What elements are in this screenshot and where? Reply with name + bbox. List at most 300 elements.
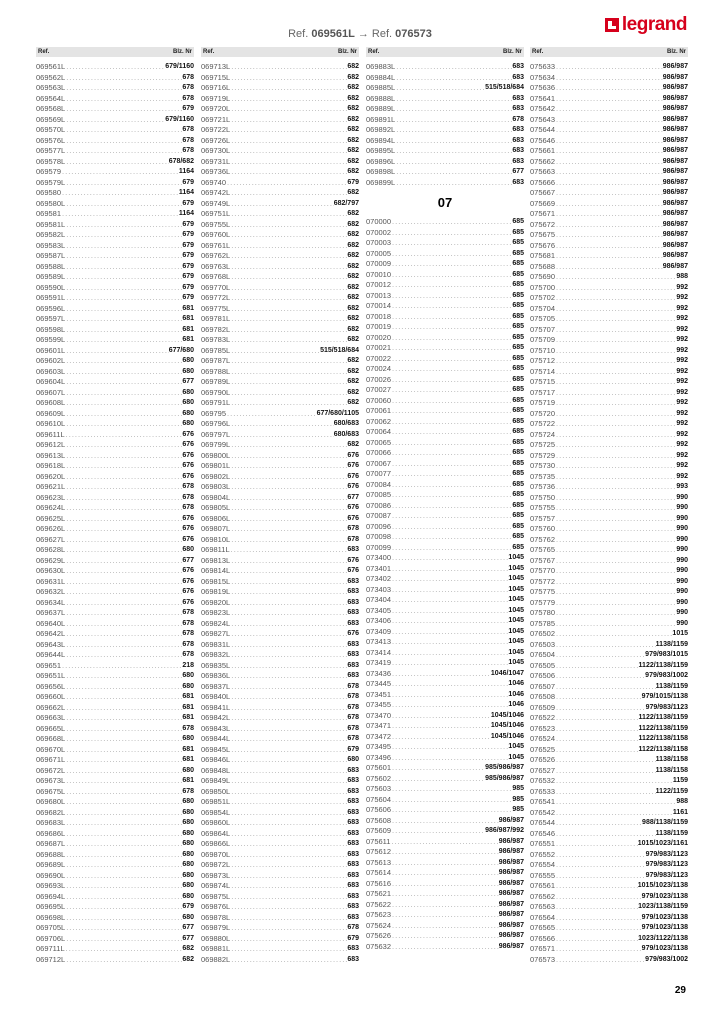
leader-dots [230, 860, 347, 871]
index-row [36, 682, 194, 693]
leader-dots [391, 763, 485, 774]
leader-dots [555, 608, 676, 619]
leader-dots [555, 545, 676, 556]
page-ref: 683 [347, 661, 359, 669]
index-row [36, 524, 194, 535]
index-row [530, 230, 688, 241]
page-ref: 986/987 [498, 879, 524, 887]
page-ref: 685 [512, 365, 524, 372]
ref-code: 069885L [366, 83, 396, 92]
page-ref: 1164 [178, 189, 194, 196]
ref-code: 076508 [530, 692, 556, 701]
page-ref: 992 [676, 325, 688, 333]
ref-code: 070062 [366, 416, 392, 426]
ref-code: 069878L [201, 912, 231, 922]
index-row [201, 545, 359, 556]
leader-dots [65, 850, 182, 861]
leader-dots [65, 902, 182, 913]
leader-dots [391, 847, 499, 858]
leader-dots [65, 797, 182, 808]
page-ref: 990 [676, 588, 688, 595]
page-ref: 681 [182, 315, 194, 322]
ref-code: 070077 [366, 469, 392, 478]
page-ref: 682 [347, 294, 359, 301]
index-row [530, 923, 688, 934]
column-2 [201, 47, 359, 973]
ref-code: 069611L [36, 429, 65, 439]
page-ref: 676 [182, 514, 194, 522]
page-ref: 685 [512, 249, 524, 257]
page-ref: 680 [182, 735, 194, 742]
index-row [366, 94, 524, 105]
index-row [366, 564, 524, 575]
index-row [201, 493, 359, 504]
ref-code: 069894L [366, 135, 396, 145]
page-ref: 1122/1138/1159 [638, 714, 688, 721]
ref-code: 075762 [530, 534, 556, 544]
leader-dots [230, 640, 347, 651]
leader-dots [555, 115, 663, 126]
page-ref: 680 [182, 850, 194, 858]
leader-dots [230, 440, 347, 451]
leader-dots [230, 629, 347, 640]
legrand-logo [605, 14, 687, 36]
index-row [201, 871, 359, 882]
index-row [366, 490, 524, 501]
page-ref: 680/683 [333, 420, 359, 427]
ref-code: 075779 [530, 597, 556, 607]
index-row [36, 220, 194, 231]
ref-code: 069899L [366, 177, 396, 187]
page-ref: 1023/1138/1159 [638, 903, 688, 910]
page-ref: 682 [347, 252, 359, 259]
page-ref: 679 [182, 273, 194, 280]
ref-code: 075636 [530, 83, 556, 92]
ref-code: 069763L [201, 261, 231, 271]
index-row [366, 837, 524, 848]
index-row [530, 514, 688, 525]
ref-code: 069608L [36, 398, 66, 407]
page-ref: 682 [347, 105, 359, 112]
index-row [36, 178, 194, 189]
ref-code: 075662 [530, 156, 556, 166]
leader-dots [65, 755, 182, 766]
leader-dots [555, 839, 638, 850]
leader-dots [230, 283, 347, 294]
index-row [201, 629, 359, 640]
index-row [201, 934, 359, 945]
page-ref: 979/983/1123 [645, 703, 688, 711]
page-ref: 680/683 [333, 430, 359, 438]
page-ref: 685 [512, 323, 524, 330]
ref-code: 069603L [36, 366, 66, 376]
index-row [530, 713, 688, 724]
column-header: Ref. Blz. Nr [532, 49, 686, 55]
index-row [530, 860, 688, 871]
leader-dots [230, 776, 347, 787]
page-ref: 986/987 [662, 63, 688, 70]
ref-code: 075688 [530, 261, 556, 271]
leader-dots [65, 493, 182, 504]
page-ref: 990 [676, 577, 688, 585]
index-row [366, 343, 524, 354]
index-row [36, 419, 194, 430]
index-row [201, 787, 359, 798]
page-ref: 676 [182, 598, 194, 606]
ref-code: 069896L [366, 156, 396, 166]
ref-code: 069864L [201, 828, 231, 838]
ref-code: 069805L [201, 503, 231, 512]
page-ref: 678 [182, 724, 194, 732]
ref-code: 076541 [530, 797, 556, 806]
page-ref: 681 [182, 336, 194, 343]
leader-dots [555, 272, 676, 283]
ref-code: 069612L [36, 440, 66, 449]
leader-dots [230, 104, 347, 115]
page-ref: 683 [347, 819, 359, 826]
index-row [366, 280, 524, 291]
page-ref: 986/987 [498, 858, 524, 866]
leader-dots [391, 343, 512, 354]
ref-code: 070027 [366, 385, 392, 394]
index-row [36, 955, 194, 966]
index-row [201, 451, 359, 462]
ref-code: 075719 [530, 398, 556, 407]
ref-code: 076522 [530, 713, 556, 722]
index-row [530, 419, 688, 430]
ref-code: 069775L [201, 303, 231, 313]
page-ref: 986/987 [662, 73, 688, 81]
page-ref: 1122/1138/1159 [638, 661, 688, 669]
index-row [530, 724, 688, 735]
page-ref: 683 [512, 157, 524, 165]
page-ref: 990 [676, 504, 688, 511]
ref-code: 075717 [530, 387, 556, 397]
page-ref: 680 [182, 871, 194, 879]
ref-code: 076502 [530, 629, 556, 638]
page-ref: 218 [182, 661, 194, 669]
index-row [201, 608, 359, 619]
ref-code: 069716L [201, 83, 231, 92]
leader-dots [391, 595, 508, 606]
leader-dots [65, 923, 182, 934]
page-ref: 682 [347, 84, 359, 91]
leader-dots [230, 524, 347, 535]
index-row [366, 858, 524, 869]
index-row [201, 881, 359, 892]
index-row [530, 377, 688, 388]
page-ref: 986/987 [498, 942, 524, 950]
leader-dots [230, 839, 347, 850]
ref-code: 069656L [36, 681, 66, 691]
page-ref: 682 [347, 441, 359, 448]
ref-code: 069879L [201, 923, 231, 932]
index-row [36, 472, 194, 483]
leader-dots [65, 650, 182, 661]
ref-code: 070012 [366, 280, 392, 289]
index-row [36, 209, 194, 220]
index-row [530, 881, 688, 892]
ref-code: 075702 [530, 293, 556, 302]
page-ref: 992 [676, 472, 688, 480]
page-ref: 992 [676, 462, 688, 469]
leader-dots [395, 94, 512, 105]
leader-dots [555, 577, 676, 588]
page-ref: 683 [347, 766, 359, 774]
page-ref: 1045 [508, 596, 524, 603]
ref-code: 075710 [530, 345, 556, 355]
leader-dots [555, 881, 638, 892]
page-ref: 979/1023/1138 [641, 913, 688, 921]
page-ref: 683 [347, 609, 359, 616]
page-ref: 676 [347, 504, 359, 511]
index-row [201, 535, 359, 546]
leader-dots [65, 713, 182, 724]
leader-dots [555, 535, 676, 546]
page-ref: 979/983/1002 [645, 672, 688, 679]
ref-code: 069731L [201, 156, 231, 166]
leader-dots [230, 115, 347, 126]
index-row [366, 228, 524, 239]
leader-dots [230, 566, 347, 577]
ref-code: 070096 [366, 521, 392, 531]
index-row [201, 829, 359, 840]
page-ref: 992 [676, 378, 688, 385]
page-ref: 676 [182, 567, 194, 574]
index-row [201, 556, 359, 567]
index-row [366, 312, 524, 323]
page-ref: 676 [182, 441, 194, 448]
index-row [530, 335, 688, 346]
page-ref: 677 [347, 493, 359, 501]
index-row [366, 301, 524, 312]
leader-dots [230, 188, 347, 199]
ref-code: 070005 [366, 248, 392, 258]
page-ref: 680 [182, 682, 194, 690]
page-ref: 681 [182, 745, 194, 753]
page-ref: 979/983/1123 [645, 871, 688, 879]
page-ref: 986/987 [498, 869, 524, 876]
leader-dots [61, 661, 182, 672]
index-row [201, 461, 359, 472]
leader-dots [391, 511, 512, 522]
leader-dots [555, 818, 642, 829]
page-ref: 1015/1023/1161 [637, 840, 688, 847]
page-ref: 683 [347, 955, 359, 963]
ref-code: 075614 [366, 868, 392, 877]
index-row [36, 892, 194, 903]
page-ref: 1045 [508, 627, 524, 635]
page-ref: 1015 [672, 630, 688, 637]
leader-dots [65, 157, 168, 168]
index-row [530, 251, 688, 262]
index-row [201, 724, 359, 735]
leader-dots [65, 682, 182, 693]
leader-dots [555, 566, 676, 577]
ref-code: 069628L [36, 545, 66, 554]
leader-dots [391, 522, 512, 533]
index-row [366, 553, 524, 564]
page-ref: 683 [512, 178, 524, 186]
ref-code: 069683L [36, 818, 66, 827]
index-row [201, 797, 359, 808]
ref-code: 070024 [366, 364, 392, 373]
index-row [530, 871, 688, 882]
ref-code: 075633 [530, 62, 556, 71]
index-row [530, 220, 688, 231]
ref-code: 069651 [36, 660, 62, 670]
page-ref: 678 [347, 525, 359, 532]
page-ref: 986/987 [498, 837, 524, 845]
leader-dots [230, 503, 347, 514]
leader-dots [555, 650, 645, 661]
leader-dots [391, 732, 491, 743]
ref-code: 069570L [36, 125, 66, 134]
ref-code: 069841L [201, 702, 231, 712]
ref-code: 070010 [366, 269, 392, 279]
index-row [36, 188, 194, 199]
page-ref: 678 [182, 609, 194, 616]
ref-code: 075765 [530, 545, 556, 554]
leader-dots [391, 742, 508, 753]
leader-dots [230, 230, 347, 241]
index-row [530, 94, 688, 105]
page-ref: 1023/1122/1138 [638, 934, 688, 942]
page-ref: 1164 [178, 210, 194, 217]
page-ref: 678 [182, 787, 194, 795]
leader-dots [65, 314, 182, 325]
index-row [36, 839, 194, 850]
index-row [201, 346, 359, 357]
page-ref: 678 [182, 147, 194, 154]
index-row [36, 283, 194, 294]
index-row [530, 272, 688, 283]
leader-dots [555, 430, 676, 441]
leader-dots [230, 367, 347, 378]
ref-code: 069799L [201, 440, 231, 449]
page-ref: 679/1160 [165, 63, 194, 70]
page-ref: 990 [676, 567, 688, 574]
leader-dots [230, 272, 347, 283]
index-row [366, 136, 524, 147]
index-row [530, 629, 688, 640]
ref-code: 069598L [36, 324, 66, 334]
ref-code: 069785L [201, 345, 231, 355]
ref-code: 069682L [36, 807, 66, 817]
leader-dots [65, 913, 182, 924]
index-row [36, 314, 194, 325]
ref-code: 069711L [36, 944, 65, 953]
leader-dots [65, 241, 182, 252]
ref-code: 075602 [366, 773, 392, 783]
page-ref: 680 [182, 840, 194, 847]
page-ref: 986/987 [662, 94, 688, 102]
ref-code: 075780 [530, 608, 556, 617]
page-ref: 992 [676, 430, 688, 438]
ref-code: 069609L [36, 408, 66, 418]
ref-code: 069800L [201, 450, 231, 460]
leader-dots [391, 375, 512, 386]
ref-code: 069625L [36, 513, 66, 523]
page-ref: 678 [182, 73, 194, 81]
leader-dots [230, 356, 347, 367]
page-ref: 679 [347, 934, 359, 942]
page-ref: 986/987 [498, 848, 524, 855]
index-row [366, 910, 524, 921]
page-ref: 676 [347, 514, 359, 522]
page-ref: 678 [182, 651, 194, 658]
index-row [201, 703, 359, 714]
ref-code: 075722 [530, 419, 556, 428]
page-ref: 992 [676, 283, 688, 291]
leader-dots [391, 322, 512, 333]
leader-dots [230, 514, 347, 525]
index-row [36, 398, 194, 409]
ref-code: 070000 [366, 217, 392, 226]
ref-code: 069621L [36, 482, 66, 491]
leader-dots [391, 480, 512, 491]
index-row [36, 577, 194, 588]
page-ref: 682 [347, 94, 359, 102]
page-ref: 1122/1138/1158 [638, 745, 688, 753]
ref-code: 069698L [36, 912, 66, 922]
ref-code: 069770L [201, 282, 231, 292]
ref-code: 069788L [201, 366, 231, 376]
page-ref: 679 [182, 262, 194, 270]
leader-dots [65, 671, 182, 682]
index-row [201, 944, 359, 955]
ref-code: 069876L [201, 902, 231, 911]
page-ref: 986/987 [662, 105, 688, 112]
index-row [530, 755, 688, 766]
ref-code: 069895L [366, 146, 396, 155]
index-row [36, 62, 194, 73]
leader-dots [230, 902, 347, 913]
page-ref: 678 [347, 724, 359, 732]
index-row [366, 658, 524, 669]
leader-dots [391, 868, 499, 879]
page-ref: 685 [512, 354, 524, 362]
page-ref: 1045 [508, 743, 524, 750]
leader-dots [555, 944, 642, 955]
leader-dots [65, 115, 165, 126]
ref-code: 069662L [36, 702, 66, 712]
ref-code: 069634L [36, 597, 66, 607]
index-row [201, 745, 359, 756]
page-ref: 685 [512, 344, 524, 351]
index-row [36, 650, 194, 661]
index-row [366, 690, 524, 701]
leader-dots [65, 766, 182, 777]
leader-dots [65, 724, 182, 735]
ref-code: 069772L [201, 293, 231, 302]
page-ref: 992 [676, 346, 688, 354]
ref-code: 075622 [366, 899, 392, 909]
page-ref: 683 [512, 105, 524, 112]
page-ref: 683 [512, 147, 524, 154]
leader-dots [230, 335, 347, 346]
leader-dots [395, 104, 512, 115]
page-ref: 992 [676, 409, 688, 417]
ref-code: 069686L [36, 828, 66, 838]
index-row [201, 94, 359, 105]
ref-code: 069802L [201, 471, 231, 481]
ref-code: 069851L [201, 797, 231, 806]
page-ref: 679/1160 [165, 115, 194, 123]
index-row [201, 598, 359, 609]
page-ref: 986/987 [662, 220, 688, 228]
page-ref: 677/680/1105 [316, 409, 359, 417]
